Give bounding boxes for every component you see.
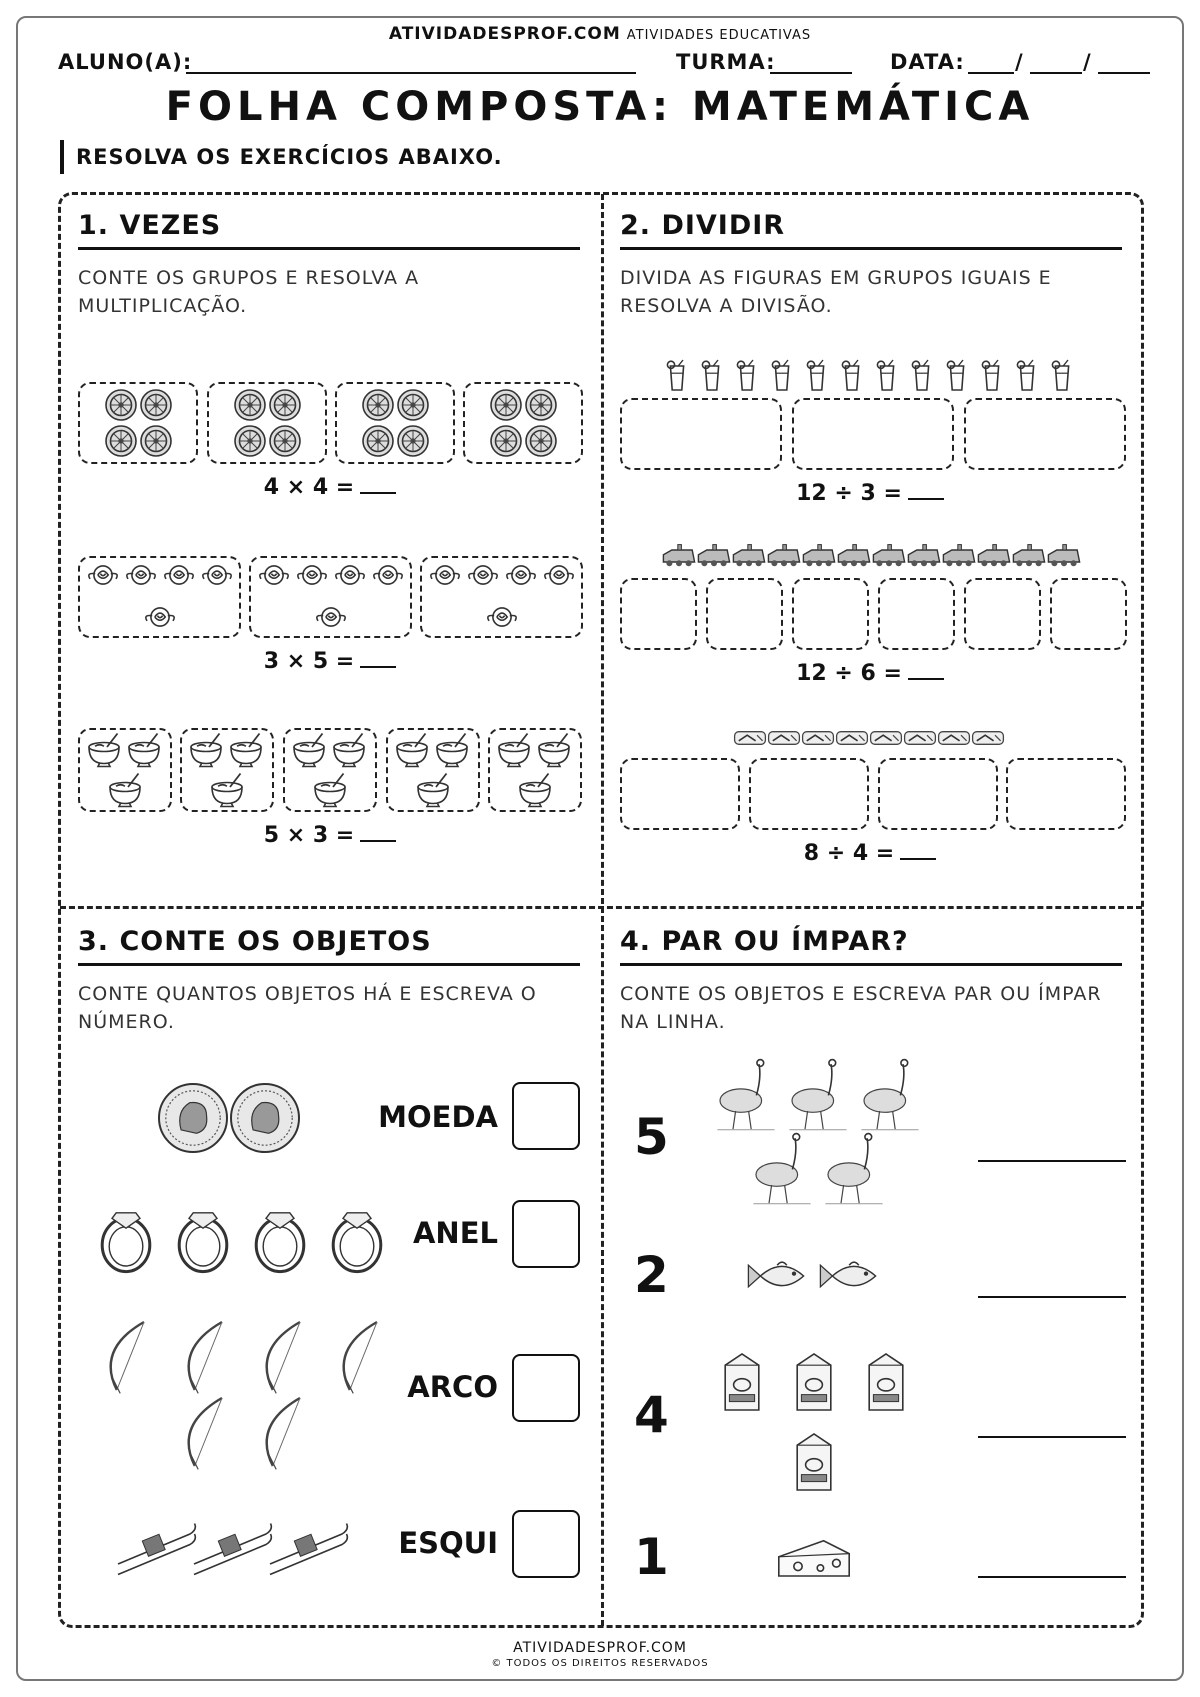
wheel-icon	[491, 390, 521, 420]
pencil-case-icon	[837, 732, 868, 745]
label-moeda: MOEDA	[378, 1100, 498, 1134]
section-1-description: CONTE OS GRUPOS E RESOLVA A MULTIPLICAÇÃO.	[78, 267, 420, 317]
milk-carton-icon	[725, 1354, 759, 1410]
multiply-group	[488, 728, 582, 812]
vertical-divider	[601, 194, 604, 1626]
wheel-icon	[398, 390, 428, 420]
coin-icon	[231, 1084, 299, 1152]
wheel-icon	[235, 426, 265, 456]
pencil-case-icon	[973, 732, 1004, 745]
wheel-icon	[141, 426, 171, 456]
parity-answer-line[interactable]	[978, 1296, 1126, 1298]
section-2-description: DIVIDA AS FIGURAS EM GRUPOS IGUAIS E RESOLVA A DIVISÃO.	[620, 267, 1052, 317]
division-group-box[interactable]	[792, 398, 954, 470]
page-title: FOLHA COMPOSTA: MATEMÁTICA	[165, 84, 1035, 130]
division-group-box[interactable]	[1050, 578, 1127, 650]
wheel-icon	[491, 426, 521, 456]
milk-carton-icon	[797, 1434, 831, 1490]
section-1-title: 1. VEZES	[78, 210, 580, 250]
parity-number: 2	[634, 1246, 669, 1304]
equation-1: 4 × 4 =	[230, 474, 430, 500]
answer-blank[interactable]	[908, 660, 944, 680]
milk-carton-icon	[869, 1354, 903, 1410]
section-3-description: CONTE QUANTOS OBJETOS HÁ E ESCREVA O NÚMERO.	[78, 983, 537, 1033]
wheel-icon	[106, 390, 136, 420]
answer-blank[interactable]	[360, 822, 396, 842]
footer-site-name: ATIVIDADESPROF.COM	[513, 1640, 687, 1656]
parity-number: 4	[634, 1386, 669, 1444]
multiply-group	[283, 728, 377, 812]
division-group-box[interactable]	[749, 758, 869, 830]
answer-blank[interactable]	[900, 840, 936, 860]
section-3-title: 3. CONTE OS OBJETOS	[78, 926, 580, 966]
equation-2: 3 × 5 =	[230, 648, 430, 674]
answer-blank[interactable]	[360, 474, 396, 494]
label-anel: ANEL	[412, 1216, 498, 1250]
label-esqui: ESQUI	[398, 1526, 498, 1560]
pencil-case-icon	[905, 732, 936, 745]
date-slash: /	[1015, 50, 1024, 74]
site-header	[0, 24, 1200, 44]
site-tagline: ATIVIDADES EDUCATIVAS	[626, 28, 812, 43]
multiply-group	[335, 382, 455, 464]
pencil-case-icon	[735, 732, 766, 745]
multiply-group	[78, 728, 172, 812]
equation-3: 5 × 3 =	[230, 822, 430, 848]
horizontal-divider	[60, 906, 1142, 909]
date-slash: /	[1083, 50, 1092, 74]
wheel-icon	[363, 390, 393, 420]
section-4-title: 4. PAR OU ÍMPAR?	[620, 926, 1122, 966]
answer-blank[interactable]	[908, 480, 944, 500]
section-4-description: CONTE OS OBJETOS E ESCREVA PAR OU ÍMPAR NA LINHA.	[620, 983, 1102, 1033]
date-month-field[interactable]	[1030, 72, 1082, 74]
multiply-group	[386, 728, 480, 812]
date-year-field[interactable]	[1098, 72, 1150, 74]
division-group-box[interactable]	[878, 578, 955, 650]
wheel-icon	[398, 426, 428, 456]
parity-answer-line[interactable]	[978, 1160, 1126, 1162]
student-label: ALUNO(A):	[58, 50, 193, 74]
count-box-anel[interactable]	[512, 1200, 580, 1268]
pencil-case-icon	[871, 732, 902, 745]
equation-6: 8 ÷ 4 =	[760, 840, 980, 866]
wheel-icon	[106, 426, 136, 456]
pencil-case-icon	[803, 732, 834, 745]
multiply-group	[207, 382, 327, 464]
division-group-box[interactable]	[792, 578, 869, 650]
coin-icon	[159, 1084, 227, 1152]
count-box-arco[interactable]	[512, 1354, 580, 1422]
wheel-icon	[235, 390, 265, 420]
wheel-icon	[526, 390, 556, 420]
date-day-field[interactable]	[968, 72, 1014, 74]
parity-number: 5	[634, 1108, 669, 1166]
label-arco: ARCO	[407, 1370, 498, 1404]
parity-answer-line[interactable]	[978, 1576, 1126, 1578]
date-label: DATA:	[890, 50, 965, 74]
instruction: RESOLVA OS EXERCÍCIOS ABAIXO.	[60, 140, 503, 174]
division-group-box[interactable]	[964, 578, 1041, 650]
count-box-esqui[interactable]	[512, 1510, 580, 1578]
wheel-icon	[270, 390, 300, 420]
division-group-box[interactable]	[1006, 758, 1126, 830]
multiply-group	[463, 382, 583, 464]
equation-5: 12 ÷ 6 =	[760, 660, 980, 686]
division-group-box[interactable]	[964, 398, 1126, 470]
wheel-icon	[141, 390, 171, 420]
parity-answer-line[interactable]	[978, 1436, 1126, 1438]
division-group-box[interactable]	[620, 398, 782, 470]
division-group-box[interactable]	[878, 758, 998, 830]
multiply-group	[78, 382, 198, 464]
division-group-box[interactable]	[620, 758, 740, 830]
student-name-field[interactable]	[186, 72, 636, 74]
class-field[interactable]	[770, 72, 852, 74]
answer-blank[interactable]	[360, 648, 396, 668]
equation-4: 12 ÷ 3 =	[760, 480, 980, 506]
footer-copyright: © TODOS OS DIREITOS RESERVADOS	[491, 1658, 709, 1669]
milk-carton-icon	[797, 1354, 831, 1410]
pencil-case-icon	[769, 732, 800, 745]
multiply-group	[180, 728, 274, 812]
parity-number: 1	[634, 1528, 669, 1586]
section-2-title: 2. DIVIDIR	[620, 210, 1122, 250]
cheese-icon	[0, 0, 1, 1]
pencil-case-icon	[939, 732, 970, 745]
wheel-icon	[363, 426, 393, 456]
division-group-box[interactable]	[706, 578, 783, 650]
class-label: TURMA:	[676, 50, 776, 74]
wheel-icon	[526, 426, 556, 456]
wheel-icon	[270, 426, 300, 456]
site-name: ATIVIDADESPROF.COM	[388, 24, 621, 44]
division-group-box[interactable]	[620, 578, 697, 650]
count-box-moeda[interactable]	[512, 1082, 580, 1150]
